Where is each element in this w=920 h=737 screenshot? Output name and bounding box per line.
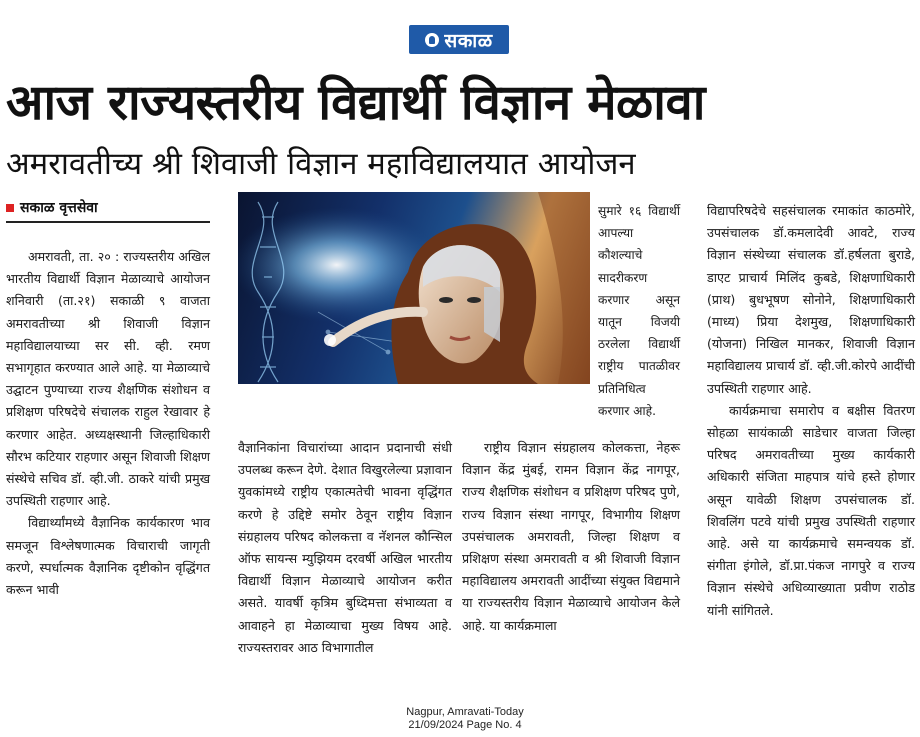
column3-top: सुमारे १६ विद्यार्थी आपल्या कौशल्याचे सादरीकरण करणार असून यातून विजयी ठरलेला विद्यार्थी राष्ट्रीय पातळीवर प्रतिनिधित्व करणार आहे. — [598, 204, 680, 418]
column4-para1: विद्यापरिषदेचे सहसंचालक रमाकांत काठमोरे, उपसंचालक डॉ.कमलादेवी आवटे, राज्य विज्ञान संस्थेच्या संचालक डॉ.हर्षलता बुराडे, डाएट प्राचार्य मिलिंद कुबडे, शिक्षणाधिकारी (प्राथ) बुधभूषण सोनोने, शिक्षणाधिकारी (माध्य) प्रिया देशमुख, शिक्षणाधिकारी (योजना) निखिल मानकर, शिवाजी विज्ञान महाविद्यालय प्राचार्य डॉ. व्ही.जी.कोरपे आदींची उपस्थिती राहणार आहे. — [707, 203, 915, 396]
column4-para2: कार्यक्रमाचा समारोप व बक्षीस वितरण सोहळा सायंकाळी साडेचार वाजता जिल्हा परिषद अमरावतीच्या मुख्य कार्यकारी अधिकारी संजिता माहपात्र यांचे हस्ते होणार असून यावेळी शिक्षण उपसंचालक डॉ. शिवलिंग पटवे यांची प्रमुख उपस्थिती राहणार आहे. असे या कार्यक्रमाचे समन्वयक डॉ. संगीता इंगोले, डॉ.प्रा.पंकज नागपुरे व राज्य विज्ञान संस्थेचे अधिव्याख्याता प्रवीण राठोड यांनी सांगितले. — [707, 402, 915, 618]
footer-edition: Nagpur, Amravati-Today — [406, 706, 524, 718]
column1-para1: अमरावती, ता. २० : राज्यस्तरीय अखिल भारतीय विद्यार्थी विज्ञान मेळाव्याचे आयोजन शनिवारी (ता.२१) सकाळी ९ वाजता अमरावतीच्या श्री शिवाजी विज्ञान महाविद्यालयाच्या सर सी. व्ही. रमण सभागृहात करण्यात आले आहे. या मेळाव्याचे उद्घाटन पुण्याच्या राज्य शैक्षणिक संशोधन व प्रशिक्षण परिषदेचे संचालक राहुल रेखावार हे करणार आहेत. अध्यक्षस्थानी जिल्हाधिकारी सौरभ कटियार राहणार असून शिवाजी शिक्षण संस्थेचे सचिव डॉ. व्ही.जी. ठाकरे यांची प्रमुख उपस्थिती राहणार आहे. — [6, 249, 210, 509]
byline-square-icon — [6, 204, 14, 212]
sakal-emblem-icon — [425, 33, 439, 47]
article-column-4 — [707, 200, 915, 622]
column1-para2: विद्यार्थ्यांमध्ये वैज्ञानिक कार्यकारण भाव समजून विश्लेषणात्मक विचाराची जागृती करणे, स्पर्धात्मक वैज्ञानिक दृष्टीकोन वृद्धिंगत करून भावी — [6, 515, 210, 598]
column3-para2: राष्ट्रीय विज्ञान संग्रहालय कोलकत्ता, नेहरू विज्ञान केंद्र मुंबई, रामन विज्ञान केंद्र नागपूर, राज्य शैक्षणिक संशोधन व प्रशिक्षण परिषद पुणे, राज्य विज्ञान संस्था नागपूर, विभागीय शिक्षण उपसंचालक अमरावती, जिल्हा शिक्षण व प्रशिक्षण संस्था अमरावती व श्री शिवाजी विज्ञान महाविद्यालय अमरावती आदींच्या संयुक्त विद्यमाने या राज्यस्तरीय विज्ञान मेळाव्याचे आयोजन केले आहे. या कार्यक्रमाला — [462, 440, 680, 633]
article-photo — [238, 192, 590, 384]
column2-para1: वैज्ञानिकांना विचारांच्या आदान प्रदानाची संधी उपलब्ध करून देणे. देशात विखुरलेल्या प्रज्ञावान युवकांमध्ये राष्ट्रीय एकात्मतेची भावना वृद्धिंगत करणे हे उद्दिष्टे समोर ठेवून राष्ट्रीय विज्ञान संग्रहालय परिषद कोलकत्ता व नॅशनल कौन्सिल ऑफ सायन्स म्युझियम दरवर्षी अखिल भारतीय विद्यार्थी विज्ञान मेळाव्याचे आयोजन करीत असते. यावर्षी कृत्रिम बुध्दिमत्ता संभाव्यता व आवाहने हा मेळाव्याचा मुख्य विषय आहे. राज्यस्तरावर आठ विभागातील — [238, 440, 452, 655]
ai-robot-illustration — [238, 192, 590, 384]
masthead-logo — [409, 25, 509, 54]
article-column-3-top — [598, 200, 680, 422]
logo-text: सकाळ — [444, 29, 493, 52]
subheadline: अमरावतीच्य श्री शिवाजी विज्ञान महाविद्यालयात आयोजन — [6, 146, 636, 182]
footer-date-page: 21/09/2024 Page No. 4 — [408, 719, 522, 731]
page-footer — [380, 706, 550, 732]
article-column-2 — [238, 437, 452, 659]
byline — [6, 195, 210, 223]
headline: आज राज्यस्तरीय विद्यार्थी विज्ञान मेळावा — [6, 74, 705, 131]
byline-text: सकाळ वृत्तसेवा — [20, 200, 98, 216]
article-column-1 — [6, 246, 210, 601]
article-column-3 — [462, 437, 680, 637]
